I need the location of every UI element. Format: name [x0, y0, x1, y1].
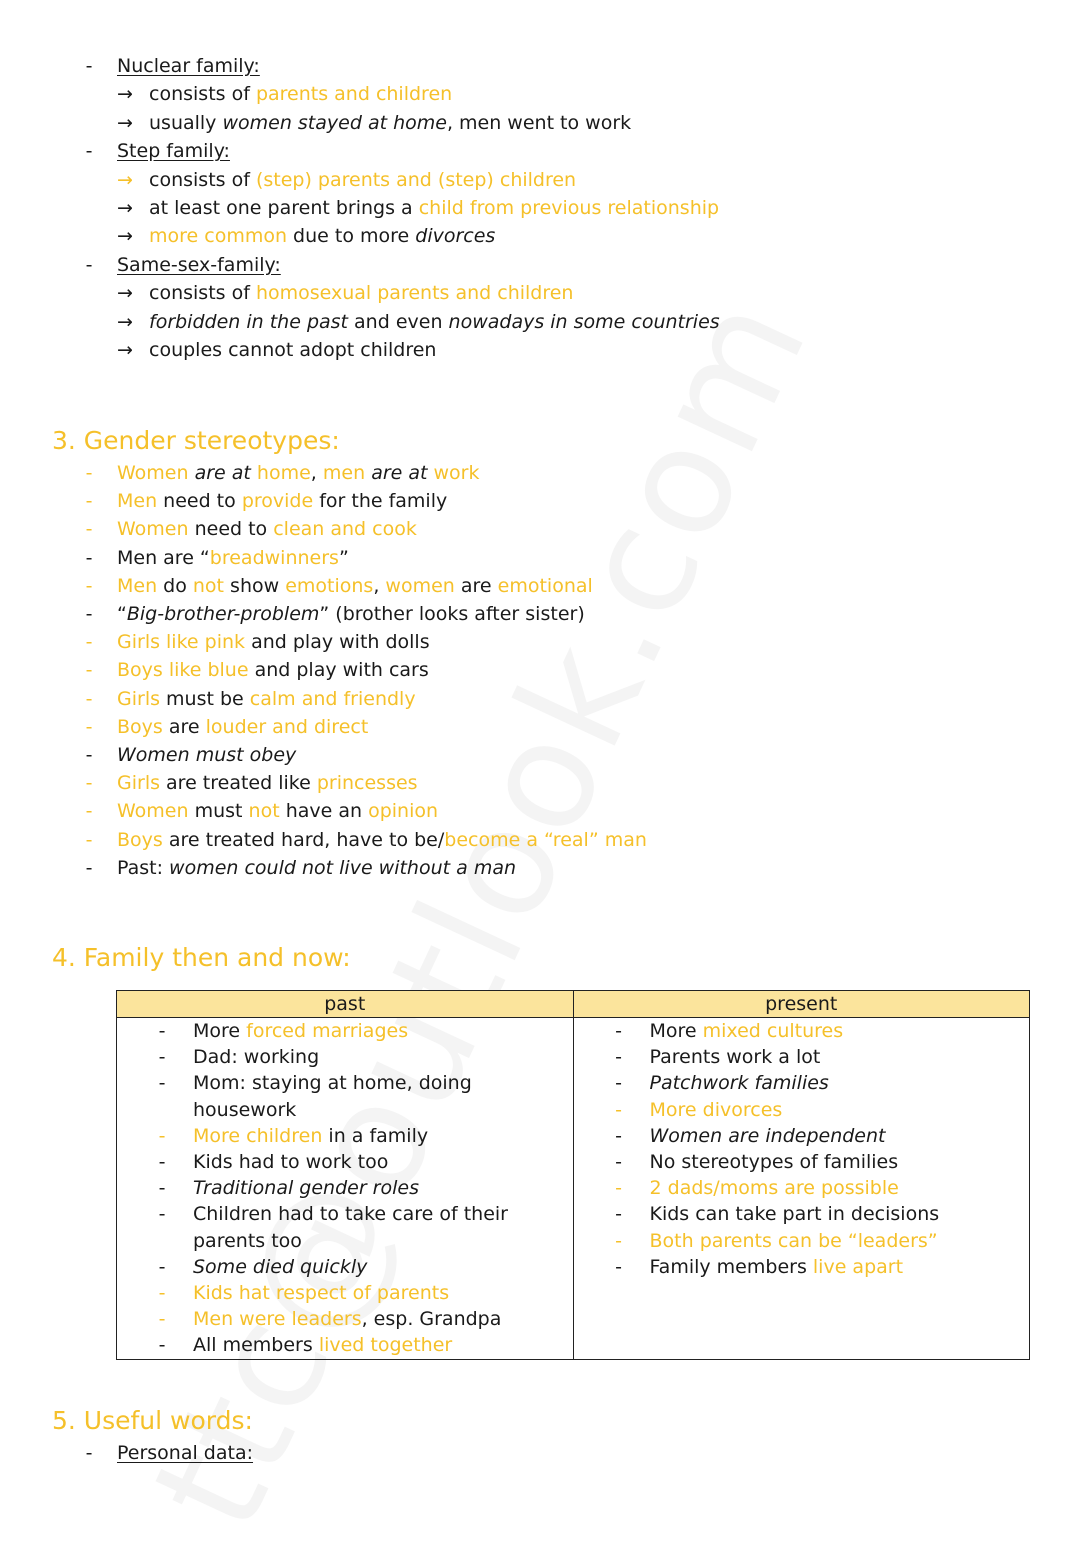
stereotype-text — [117, 797, 438, 825]
bullet-dash: - — [85, 546, 93, 569]
stereotype-item — [0, 713, 1080, 741]
text-run: need to — [157, 490, 242, 513]
stereotype-text — [117, 826, 647, 854]
table-item-text — [650, 1018, 990, 1044]
table-list-item — [117, 1018, 573, 1044]
text-run: more common — [149, 225, 288, 248]
bullet-dash: - — [615, 1177, 622, 1200]
text-run: are — [162, 715, 206, 738]
stereotype-item — [0, 826, 1080, 854]
stereotype-text — [117, 572, 593, 600]
stereotype-text — [117, 459, 480, 487]
text-run: nowadays in some countries — [448, 310, 720, 333]
stereotype-text — [117, 544, 349, 572]
table-list-item — [117, 1070, 573, 1122]
bullet-dash: - — [158, 1046, 166, 1069]
text-run: parents and children — [255, 83, 453, 106]
arrow-right-icon: → — [117, 83, 133, 106]
text-run: women stayed at home — [222, 111, 447, 134]
bullet-dash: - — [158, 1151, 166, 1174]
stereotype-item — [0, 515, 1080, 543]
table-item-text — [193, 1018, 533, 1044]
stereotype-item — [0, 459, 1080, 487]
family-type-detail — [0, 336, 1080, 364]
text-run: men — [322, 462, 366, 484]
section-5-heading: 5. Useful words: — [52, 1406, 253, 1435]
present-column — [573, 1018, 1030, 1360]
text-run: Women — [117, 518, 189, 541]
bullet-dash: - — [158, 1334, 166, 1357]
bullet-dash: - — [85, 744, 93, 766]
text-run: home — [256, 462, 311, 484]
section-4-heading: 4. Family then and now: — [52, 943, 351, 972]
text-run: More children — [193, 1124, 323, 1147]
list-item — [0, 1439, 1080, 1467]
stereotype-text — [117, 854, 516, 882]
text-run: All members — [193, 1334, 319, 1357]
bullet-dash: - — [158, 1308, 166, 1331]
text-run: for the family — [313, 490, 448, 513]
arrow-right-icon: → — [117, 111, 133, 134]
bullet-dash: - — [85, 574, 93, 597]
stereotype-text — [117, 515, 417, 543]
stereotype-item — [0, 656, 1080, 684]
text-run: and play with dolls — [245, 631, 430, 654]
family-type-detail — [0, 222, 1080, 250]
bullet-dash: - — [85, 462, 93, 484]
arrow-right-icon: → — [117, 168, 133, 191]
text-run: breadwinners — [209, 546, 339, 569]
text-run: More — [649, 1020, 703, 1042]
text-run: princesses — [316, 772, 418, 795]
arrow-right-icon: → — [117, 310, 133, 333]
family-type-detail — [0, 109, 1080, 137]
family-type-detail — [0, 80, 1080, 108]
bullet-dash: - — [158, 1177, 166, 1200]
table-list-item — [117, 1201, 573, 1253]
table-list-item — [574, 1097, 1030, 1123]
table-item-text — [650, 1175, 990, 1201]
text-run: and even — [348, 310, 449, 333]
table-list-item — [117, 1175, 573, 1201]
bullet-dash: - — [85, 828, 93, 851]
table-list-item — [117, 1044, 573, 1070]
text-run: Kids can take part in decisions — [649, 1203, 940, 1226]
table-list-item — [574, 1044, 1030, 1070]
text-run: , — [373, 574, 386, 597]
text-run: usually — [149, 111, 223, 134]
stereotype-text — [117, 713, 368, 741]
text-run: need to — [188, 518, 274, 541]
bullet-dash: - — [85, 715, 93, 738]
table-item-text — [193, 1306, 533, 1332]
stereotype-item — [0, 600, 1080, 628]
detail-text — [149, 166, 576, 194]
text-run: become a “real” man — [444, 828, 647, 851]
stereotype-text — [117, 628, 430, 656]
bullet-dash: - — [158, 1072, 166, 1095]
detail-text — [149, 336, 436, 364]
text-run: are treated like — [160, 772, 317, 795]
text-run: in a family — [322, 1124, 429, 1147]
table-item-text — [193, 1070, 533, 1122]
text-run: women — [385, 574, 455, 597]
detail-text — [149, 109, 631, 137]
text-run: provide — [241, 490, 314, 513]
text-run: not — [192, 574, 225, 597]
stereotype-text — [117, 487, 447, 515]
text-run: must be — [160, 687, 250, 710]
family-type-item — [0, 52, 1080, 80]
text-run: ” — [338, 546, 349, 569]
family-type-detail — [0, 166, 1080, 194]
text-run: Women — [117, 462, 189, 484]
text-run: Mom: staying at home, doing housework — [193, 1072, 472, 1121]
text-run: Men — [117, 574, 158, 597]
table-item-text — [650, 1149, 990, 1175]
stereotype-text — [117, 741, 296, 769]
bullet-dash: - — [158, 1020, 166, 1042]
stereotype-item — [0, 797, 1080, 825]
text-run: Traditional gender roles — [193, 1177, 419, 1200]
text-run: are — [454, 574, 498, 597]
text-run: Women are independent — [649, 1124, 886, 1147]
family-type-label: Step family: — [117, 140, 230, 163]
detail-text — [149, 279, 573, 307]
text-run: , — [310, 462, 323, 484]
bullet-dash: - — [85, 55, 93, 77]
family-type-item — [0, 251, 1080, 279]
bullet-dash: - — [615, 1124, 622, 1147]
arrow-right-icon: → — [117, 197, 133, 219]
bullet-dash: - — [615, 1151, 622, 1174]
then-now-table — [116, 990, 1030, 1360]
text-run: Girls — [117, 772, 160, 795]
table-item-text — [193, 1332, 533, 1358]
text-run: Women — [117, 800, 189, 823]
text-run: ” (brother looks after sister) — [319, 603, 585, 625]
table-item-text — [193, 1201, 533, 1253]
text-run: are at — [371, 462, 428, 484]
table-list-item — [574, 1123, 1030, 1149]
table-list-item — [574, 1149, 1030, 1175]
text-run: Men are “ — [117, 546, 210, 569]
stereotype-text — [117, 769, 418, 797]
text-run: Both parents can be “leaders” — [649, 1229, 938, 1252]
bullet-dash: - — [158, 1124, 166, 1147]
table-item-text — [193, 1175, 533, 1201]
text-run: lived together — [318, 1334, 453, 1357]
text-run: mixed cultures — [702, 1020, 844, 1042]
stereotype-item — [0, 685, 1080, 713]
detail-text — [149, 80, 452, 108]
detail-text — [149, 222, 495, 250]
stereotype-item — [0, 769, 1080, 797]
text-run: Boys — [117, 715, 163, 738]
stereotype-item — [0, 741, 1080, 769]
text-run: “ — [117, 603, 127, 625]
table-item-text — [193, 1123, 533, 1149]
table-item-text — [650, 1123, 990, 1149]
text-run: Kids had to work too — [193, 1151, 389, 1174]
text-run: couples cannot adopt children — [149, 339, 437, 361]
text-run: Women must obey — [117, 744, 297, 766]
text-run: Parents work a lot — [649, 1046, 821, 1069]
table-list-item — [117, 1332, 573, 1358]
past-column — [117, 1018, 574, 1360]
text-run: Kids hat respect of parents — [193, 1282, 450, 1305]
bullet-dash: - — [158, 1282, 166, 1305]
table-list-item — [574, 1228, 1030, 1254]
table-list-item — [574, 1254, 1030, 1280]
family-type-label: Same-sex-family: — [117, 253, 281, 276]
present-column-header: present — [573, 991, 1030, 1018]
stereotype-item — [0, 544, 1080, 572]
text-run: Dad: working — [193, 1046, 320, 1069]
stereotype-text — [117, 656, 429, 684]
text-run: consists of — [149, 168, 256, 191]
bullet-dash: - — [85, 1442, 93, 1464]
family-type-detail — [0, 308, 1080, 336]
text-run: No stereotypes of families — [649, 1151, 899, 1174]
text-run: Past: — [117, 856, 170, 879]
stereotype-text — [117, 600, 585, 628]
text-run: Children had to take care of their parents too — [193, 1203, 508, 1252]
text-run: Boys — [117, 828, 163, 851]
arrow-right-icon: → — [117, 225, 133, 248]
table-item-text — [650, 1254, 990, 1280]
text-run: divorces — [415, 225, 496, 248]
table-item-text — [650, 1097, 990, 1123]
bullet-dash: - — [85, 603, 93, 625]
text-run: forced marriages — [246, 1020, 409, 1042]
text-run: , men went to work — [446, 111, 632, 134]
text-run: work — [433, 462, 480, 484]
bullet-dash: - — [85, 140, 93, 163]
text-run: Girls like pink — [117, 631, 246, 654]
text-run: emotions — [285, 574, 374, 597]
table-item-text — [193, 1254, 533, 1280]
bullet-dash: - — [615, 1020, 622, 1042]
stereotype-item — [0, 572, 1080, 600]
bullet-dash: - — [615, 1229, 622, 1252]
text-run: , esp. Grandpa — [361, 1308, 502, 1331]
past-column-header: past — [117, 991, 574, 1018]
bullet-dash: - — [85, 772, 93, 795]
detail-text — [149, 308, 720, 336]
text-run: (step) parents and (step) children — [255, 168, 577, 191]
family-type-detail — [0, 279, 1080, 307]
text-run: Family members — [649, 1255, 813, 1278]
bullet-dash: - — [85, 518, 93, 541]
bullet-dash: - — [615, 1072, 622, 1095]
text-run: consists of — [149, 282, 256, 305]
bullet-dash: - — [615, 1046, 622, 1069]
table-item-text — [193, 1044, 533, 1070]
table-list-item — [117, 1123, 573, 1149]
bullet-dash: - — [85, 856, 93, 879]
text-run: show — [224, 574, 286, 597]
table-item-text — [193, 1280, 533, 1306]
text-run: Girls — [117, 687, 160, 710]
text-run: not — [248, 800, 280, 823]
bullet-dash: - — [85, 253, 93, 276]
table-list-item — [117, 1149, 573, 1175]
text-run: Big-brother-problem — [126, 603, 320, 625]
text-run: Men were leaders — [193, 1308, 362, 1331]
text-run: More divorces — [649, 1098, 783, 1121]
text-run: child from previous relationship — [418, 197, 720, 219]
text-run: must — [188, 800, 249, 823]
text-run: More — [193, 1020, 247, 1042]
text-run: louder and direct — [205, 715, 369, 738]
personal-data-label: Personal data: — [117, 1442, 254, 1464]
table-list-item — [574, 1201, 1030, 1227]
text-run: have an — [279, 800, 369, 823]
text-run: women could not live without a man — [169, 856, 517, 879]
table-list-item — [117, 1254, 573, 1280]
text-run: Patchwork families — [649, 1072, 829, 1095]
table-item-text — [650, 1228, 990, 1254]
section-3-heading: 3. Gender stereotypes: — [52, 426, 340, 455]
table-item-text — [650, 1070, 990, 1096]
text-run: do — [157, 574, 193, 597]
bullet-dash: - — [85, 631, 93, 654]
text-run: Men — [117, 490, 158, 513]
stereotype-text — [117, 685, 416, 713]
text-run: opinion — [368, 800, 439, 823]
text-run: Some died quickly — [193, 1255, 368, 1278]
bullet-dash: - — [85, 800, 93, 823]
text-run: and play with cars — [248, 659, 429, 682]
stereotype-item — [0, 628, 1080, 656]
arrow-right-icon: → — [117, 282, 133, 305]
table-list-item — [117, 1306, 573, 1332]
table-list-item — [574, 1175, 1030, 1201]
bullet-dash: - — [158, 1203, 166, 1226]
text-run: 2 dads/moms are possible — [649, 1177, 899, 1200]
stereotype-item — [0, 487, 1080, 515]
bullet-dash: - — [85, 659, 93, 682]
table-list-item — [574, 1018, 1030, 1044]
bullet-dash: - — [85, 687, 93, 710]
text-run: Boys like blue — [117, 659, 249, 682]
text-run: homosexual parents and children — [255, 282, 574, 305]
family-type-detail — [0, 194, 1080, 222]
text-run: at least one parent brings a — [149, 197, 419, 219]
stereotype-item — [0, 854, 1080, 882]
bullet-dash: - — [85, 490, 93, 513]
bullet-dash: - — [615, 1203, 622, 1226]
text-run: live apart — [812, 1255, 904, 1278]
table-item-text — [193, 1149, 533, 1175]
table-list-item — [117, 1280, 573, 1306]
text-run: are at — [194, 462, 251, 484]
table-item-text — [650, 1044, 990, 1070]
bullet-dash: - — [615, 1098, 622, 1121]
text-run: emotional — [497, 574, 593, 597]
text-run: are treated hard, have to be/ — [162, 828, 445, 851]
arrow-right-icon: → — [117, 339, 133, 361]
text-run: clean and cook — [273, 518, 417, 541]
bullet-dash: - — [158, 1255, 166, 1278]
family-type-item — [0, 137, 1080, 165]
bullet-dash: - — [615, 1255, 622, 1278]
table-list-item — [574, 1070, 1030, 1096]
family-type-label: Nuclear family: — [117, 55, 260, 77]
detail-text — [149, 194, 719, 222]
table-item-text — [650, 1201, 990, 1227]
text-run: calm and friendly — [249, 687, 416, 710]
text-run: due to more — [287, 225, 416, 248]
text-run: consists of — [149, 83, 256, 106]
text-run: forbidden in the past — [149, 310, 348, 333]
